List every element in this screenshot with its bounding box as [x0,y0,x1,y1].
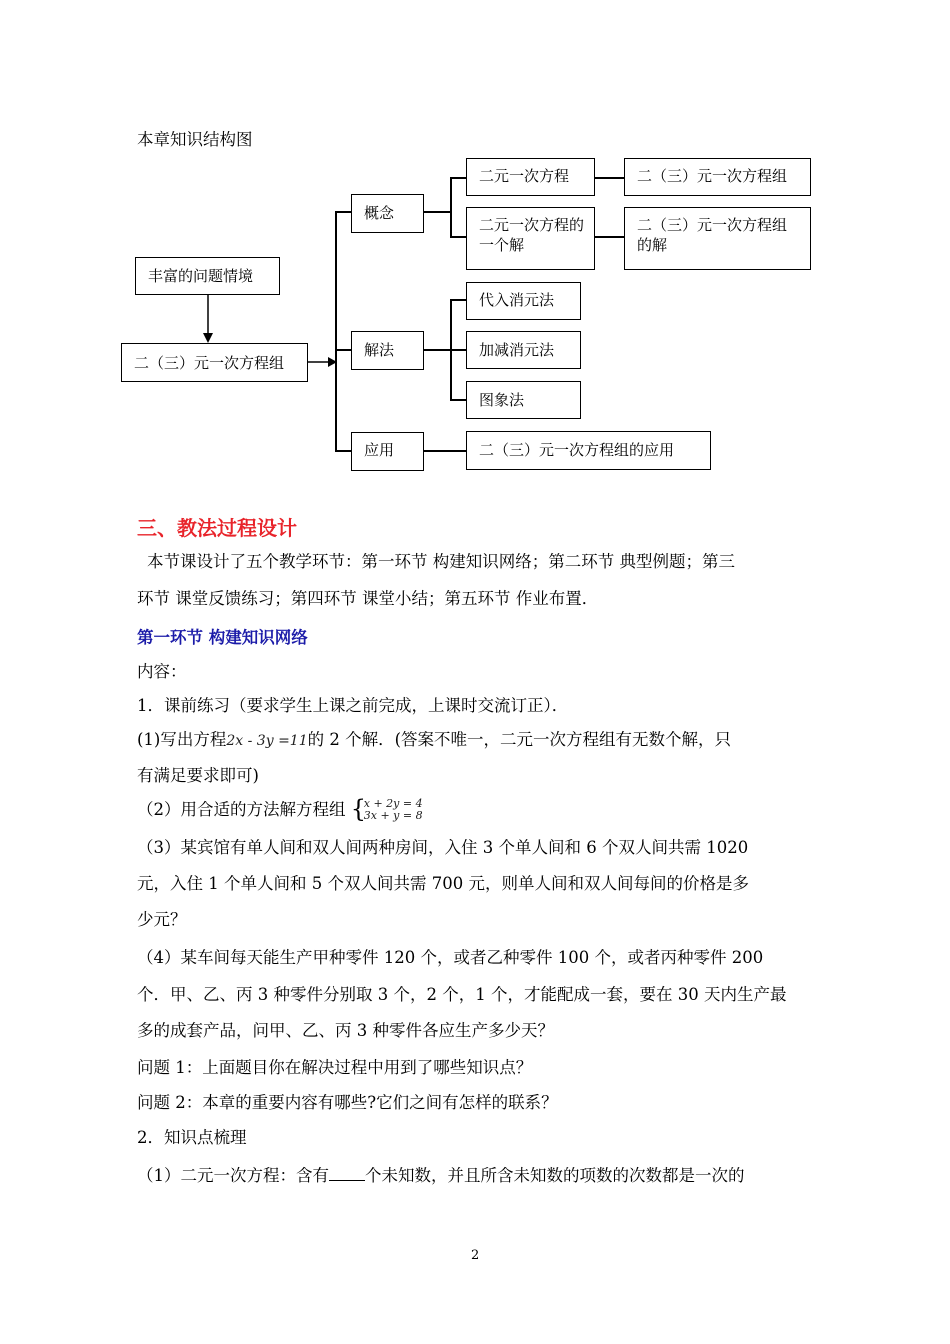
concept-to-item1 [450,177,466,179]
question-4-line-1: （4）某车间每天能生产甲种零件 120 个，或者乙种零件 100 个，或者丙种零件 200 [137,948,764,967]
q2-eq2: 3x + y = 8 [363,809,423,822]
question-1-line-2: 有满足要求即可) [137,766,259,785]
intro-line-2: 环节 课堂反馈练习；第四环节 课堂小结；第五环节 作业布置． [137,589,599,608]
concept-target-solution-label: 二（三）元一次方程组的解 [637,216,788,254]
application-item: 二（三）元一次方程组的应用 [466,431,711,470]
right-arrow-icon [308,354,338,370]
method-stem [424,349,451,351]
discussion-question-1: 问题 1：上面题目你在解决过程中用到了哪些知识点？ [137,1058,533,1077]
subheading: 第一环节 构建知识网络 [137,628,308,647]
question-1-line-1 [137,728,731,753]
concept-item-solution-label: 二元一次方程的一个解 [479,216,585,254]
equation-system [350,795,461,823]
q2-prefix: （2）用合适的方法解方程组 [137,800,346,819]
content-label: 内容： [137,662,187,681]
trunk-branch-concept [335,211,351,213]
concept-bus [450,177,452,237]
method-to-item1 [450,299,466,301]
method-item-graph: 图象法 [466,381,581,419]
branch-concept: 概念 [351,194,424,233]
method-to-item2 [450,349,466,351]
page-number: 2 [471,1248,480,1263]
method-item-substitution: 代入消元法 [466,282,581,320]
concept-item-solution [466,207,595,270]
concept-stem [424,211,451,213]
question-4-line-3: 多的成套产品，问甲、乙、丙 3 种零件各应生产多少天？ [137,1021,554,1040]
item1-to-target1 [595,177,624,179]
down-arrow-icon [198,295,218,345]
item2-to-target2 [595,236,624,238]
question-3-line-3: 少元？ [137,910,187,929]
trunk-branch-method [335,349,351,351]
question-2 [137,795,461,823]
brace-icon: { [350,795,367,823]
def-prefix: （1）二元一次方程：含有 [137,1166,329,1185]
discussion-question-2: 问题 2：本章的重要内容有哪些?它们之间有怎样的联系？ [137,1093,558,1112]
method-item-elimination: 加减消元法 [466,331,581,369]
fill-blank[interactable] [329,1162,365,1181]
q1-equation: 2x - 3y =11 [226,733,308,749]
concept-to-item2 [450,236,466,238]
method-to-item3 [450,399,466,401]
branch-application: 应用 [351,432,424,471]
trunk-line [335,211,337,451]
q1-suffix: 的 2 个解．(答案不唯一，二元一次方程组有无数个解，只 [307,730,732,749]
concept-target-system: 二（三）元一次方程组 [624,158,811,196]
root-box: 二（三）元一次方程组 [121,343,308,382]
trunk-branch-application [335,450,351,452]
section-heading: 三、教法过程设计 [137,516,297,540]
question-3-line-2: 元，入住 1 个单人间和 5 个双人间共需 700 元，则单人间和双人间每间的价格是多 [137,874,749,893]
question-3-line-1: （3）某宾馆有单人间和双人间两种房间，入住 3 个单人间和 6 个双人间共需 1020 [137,838,749,857]
diagram-title: 本章知识结构图 [137,130,253,149]
question-4-line-2: 个．甲、乙、丙 3 种零件分别取 3 个，2 个，1 个，才能配成一套，要在 30 天内生产最 [137,985,787,1004]
intro-line-1: 本节课设计了五个教学环节：第一环节 构建知识网络；第二环节 典型例题；第三 [147,552,735,571]
branch-method: 解法 [351,331,424,370]
source-box: 丰富的问题情境 [135,257,280,295]
q2-eq1: x + 2y = 4 [363,797,423,810]
concept-target-solution [624,207,811,270]
item-1: 1．课前练习（要求学生上课之前完成，上课时交流订正）． [137,696,569,715]
definition-line [137,1162,745,1188]
def-suffix: 个未知数，并且所含未知数的项数的次数都是一次的 [365,1166,745,1185]
q1-prefix: (1)写出方程 [137,730,227,749]
item-2: 2．知识点梳理 [137,1128,247,1147]
application-stem [424,450,466,452]
concept-item-equation: 二元一次方程 [466,158,595,196]
